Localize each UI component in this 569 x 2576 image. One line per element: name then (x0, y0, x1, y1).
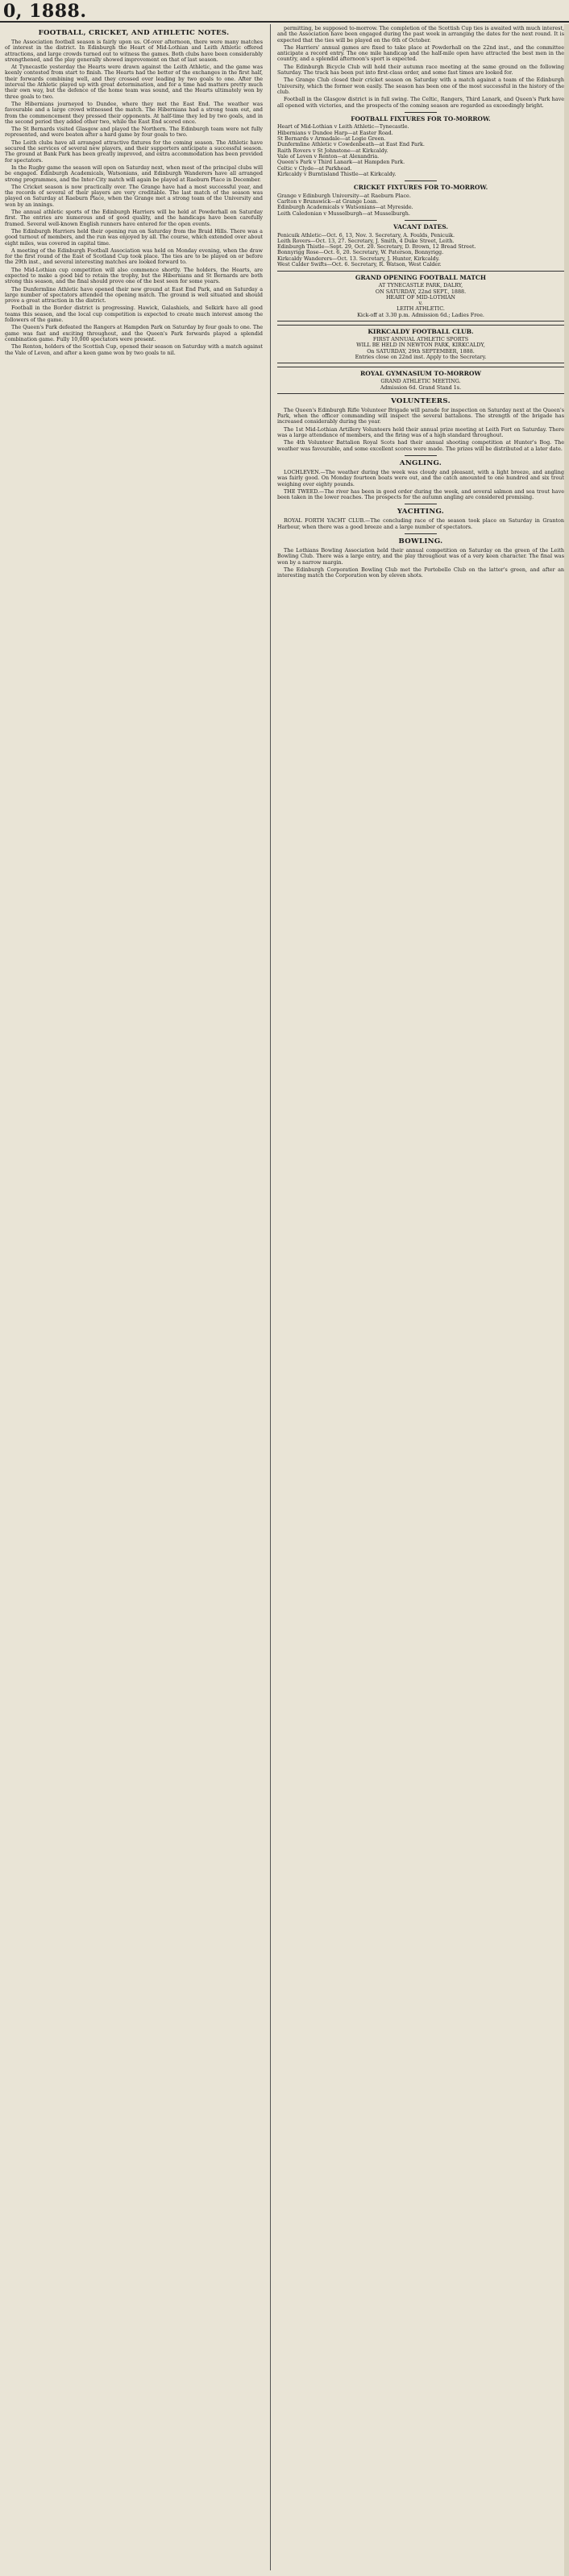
article-paragraph: The Edinburgh Corporation Bowling Club met the Portobello Club on the latter's green, and after an interesting match the Corporation won by eleven shots. (277, 566, 564, 579)
article-paragraph: permitting, be supposed to-morrow. The completion of the Scottish Cup ties is awaited with much interest, and the Association have been engaged during the past week in arranging the dates for the next round. It is expected that the ties will be played on the 6th of October. (277, 26, 564, 44)
section-rule (405, 533, 437, 534)
article-paragraph: The Harriers' annual games are fixed to take place at Powderhall on the 22nd inst., and the committee anticipate a record entry. The one mile handicap and the half-mile open have attracted the best men in the country, and a splendid afternoon's sport is expected. (277, 44, 564, 63)
fixture-line: Leith Caledonian v Musselburgh—at Musselburgh. (277, 209, 410, 217)
article-paragraph: The Mid-Lothian cup competition will also commence shortly. The holders, the Hearts, are expected to make a good bid to retain the trophy, but the Hibernians and St Bernards are both strong this season, and the final should prove one of the best seen for some years. (5, 266, 263, 285)
masthead-date: 0, 1888. (3, 1, 87, 22)
advertisement-football-match (277, 271, 564, 321)
fixture-line: Queen's Park v Third Lanark—at Hampden Park. (277, 159, 405, 166)
sports-notes-body (5, 39, 263, 356)
fixture-line: Dunfermline Athletic v Cowdenbeath—at East End Park. (277, 141, 425, 148)
fixture-line: St Bernards v Armadale—at Logie Green. (277, 135, 386, 143)
article-paragraph: ROYAL FORTH YACHT CLUB.—The concluding race of the season took place on Saturday in Granton Harbour, when there was a good breeze and a large number of spectators. (277, 517, 564, 530)
fixture-line: Edinburgh Academicals v Watsonians—at Myreside. (277, 204, 413, 211)
yachting-heading: YACHTING. (397, 508, 445, 516)
ad-line: GRAND ATHLETIC MEETING. (380, 378, 461, 385)
article-paragraph: The Queen's Edinburgh Rifle Volunteer Brigade will parade for inspection on Saturday next at the Queen's Park, when the officer commanding will inspect the several battalions. The strength of the brigade has increased considerably during the year. (277, 406, 564, 425)
ad-line: ON SATURDAY, 22nd SEPT., 1888. (375, 288, 467, 295)
article-paragraph: The Cricket season is now practically over. The Grange have had a most successful year, and the records of several of their players are very creditable. The last match of the season was played on Saturday at Raeburn Place, when the Grange met a strong team of the University and won by an innings. (5, 183, 263, 208)
article-paragraph: At Tynecastle yesterday the Hearts were drawn against the Leith Athletic, and the game was keenly contested from start to finish. The Hearts had the better of the exchanges in the first half, their forwards combining well, and they crossed over leading by two goals to one. After the interval the Athletic played up with great determination, and for a time had matters pretty much their own way, but the defence of the home team was sound, and the Hearts ultimately won by three goals to two. (5, 64, 263, 100)
vacant-date-line: Edinburgh Thistle—Sept. 29, Oct. 20. Secretary, D. Brown, 12 Bread Street. (277, 243, 476, 251)
article-paragraph: A meeting of the Edinburgh Football Association was held on Monday evening, when the draw for the first round of the East of Scotland Cup took place. The ties are to be played on or before the 29th inst., and several interesting matches are looked forward to. (5, 247, 263, 266)
article-paragraph: The Queen's Park defeated the Rangers at Hampden Park on Saturday by four goals to one. The game was fast and exciting throughout, and the Queen's Park forwards played a splendid combination game. Fully 10,000 spectators were present. (5, 324, 263, 342)
article-paragraph: Football in the Glasgow district is in full swing. The Celtic, Rangers, Third Lanark, and Queen's Park have all opened with victories, and the prospects of the coming season are regarded as exceedingly bright. (277, 96, 564, 109)
fixture-line: Hibernians v Dundee Harp—at Easter Road. (277, 129, 393, 136)
angling-heading: ANGLING. (399, 458, 442, 467)
football-fixtures-heading: FOOTBALL FIXTURES FOR TO-MORROW. (351, 114, 491, 122)
fixture-line: Raith Rovers v St Johnstone—at Kirkcaldy. (277, 147, 388, 154)
ad-line: v. (418, 300, 423, 307)
vacant-date-line: Kirkcaldy Wanderers—Oct. 13. Secretary, J. Hunter, Kirkcaldy. (277, 255, 440, 262)
volunteers-heading: VOLUNTEERS. (391, 396, 451, 405)
article-paragraph: The Grange Club closed their cricket season on Saturday with a match against a team of the Edinburgh University, which the former won easily. The season has been one of the most successful in the history of the club. (277, 77, 564, 95)
article-paragraph: THE TWEED.—The river has been in good order during the week, and several salmon and sea trout have been taken in the lower reaches. The prospects for the autumn angling are considered promising. (277, 487, 564, 501)
article-paragraph: The Edinburgh Bicycle Club will hold their autumn race meeting at the same ground on the following Saturday. The track has been put into first-class order, and some fast times are looked for. (277, 63, 564, 77)
fixture-line: Carlton v Brunswick—at Grange Loan. (277, 198, 379, 205)
ad-line: Entries close on 22nd inst. Apply to the Secretary. (355, 353, 487, 360)
ad-line: FIRST ANNUAL ATHLETIC SPORTS (372, 336, 469, 343)
article-paragraph: The Leith clubs have all arranged attractive fixtures for the coming season. The Athletic have secured the services of several new players, and their supporters anticipate a successful season. The ground at Bank Park has been greatly improved, and extra accommodation has been provided for spectators. (5, 139, 263, 164)
fixture-line: Grange v Edinburgh University—at Raeburn Place. (277, 192, 411, 199)
section-rule (405, 455, 437, 456)
article-paragraph: The annual athletic sports of the Edinburgh Harriers will be held at Powderhall on Saturday first. The entries are numerous and of good quality, and the handicaps have been carefully framed. Several well-known English runners have entered for the open events. (5, 209, 263, 227)
vacant-date-line: West Calder Swifts—Oct. 6. Secretary, R. Watson, West Calder. (277, 260, 442, 268)
page-edge (564, 24, 569, 2576)
article-paragraph: The Renton, holders of the Scottish Cup, opened their season on Saturday with a match against the Vale of Leven, and after a keen game won by two goals to nil. (5, 343, 263, 356)
ad-line: Kick-off at 3.30 p.m. Admission 6d.; Ladies Free. (357, 311, 484, 318)
bowling-heading: BOWLING. (398, 537, 443, 545)
ad-line: Admission 6d. Grand Stand 1s. (380, 384, 462, 391)
advertisement-club-sports (277, 325, 564, 363)
vacant-date-line: Bonnyrigg Rose—Oct. 6, 20. Secretary, W. Paterson, Bonnyrigg. (277, 249, 444, 256)
right-column (277, 26, 564, 2568)
ad-line: HEART OF MID-LOTHIAN (385, 293, 456, 301)
ad-title: GRAND OPENING FOOTBALL MATCH (355, 274, 487, 282)
ad-title: ROYAL GYMNASIUM TO-MORROW (359, 370, 482, 378)
fixture-line: Heart of Mid-Lothian v Leith Athletic—Tynecastle. (277, 123, 409, 131)
article-paragraph: The Edinburgh Harriers held their opening run on Saturday from the Braid Hills. There was a good turnout of members, and the run was enjoyed by all. The course, which extended over about eight miles, was covered in capital time. (5, 227, 263, 247)
ad-line: LEITH ATHLETIC. (397, 305, 445, 313)
ad-title: KIRKCALDY FOOTBALL CLUB. (368, 328, 474, 336)
column-divider (270, 24, 271, 2570)
left-column (5, 26, 263, 2568)
ad-line: WILL BE HELD IN NEWTON PARK, KIRKCALDY, (356, 342, 485, 349)
sports-notes-heading: FOOTBALL, CRICKET, AND ATHLETIC NOTES. (38, 29, 230, 37)
article-paragraph: Football in the Border district is progressing. Hawick, Galashiels, and Selkirk have all good teams this season, and the local cup competition is expected to create much interest among the followers of the game. (5, 305, 263, 324)
section-rule (405, 220, 437, 221)
fixture-line: Kirkcaldy v Burntisland Thistle—at Kirkcaldy. (277, 170, 397, 177)
section-rule (405, 112, 437, 113)
article-paragraph: The St Bernards visited Glasgow and played the Northern. The Edinburgh team were not fully represented, and were beaten after a hard game by four goals to two. (5, 126, 263, 139)
ad-line: On SATURDAY, 29th SEPTEMBER, 1888. (367, 347, 475, 355)
vacant-date-line: Leith Rovers—Oct. 13, 27. Secretary, J. Smith, 4 Duke Street, Leith. (277, 237, 455, 244)
fixture-line: Vale of Leven v Renton—at Alexandria. (277, 152, 380, 160)
article-paragraph: The Lothians Bowling Association held their annual competition on Saturday on the green of the Leith Bowling Club. There was a large entry, and the play throughout was of a very keen character. The final was won by a narrow margin. (277, 547, 564, 566)
fixture-line: Celtic v Clyde—at Parkhead. (277, 164, 352, 172)
article-paragraph: The Hibernians journeyed to Dundee, where they met the East End. The weather was favourable and a large crowd witnessed the match. The Hibernians had a strong team out, and from the commencement they pressed their opponents. At half-time they led by two goals, and in the second period they added other two, while the East End scored once. (5, 100, 263, 125)
vacant-date-line: Penicuik Athletic—Oct. 6, 13, Nov. 3. Secretary, A. Foulds, Penicuik. (277, 231, 455, 239)
vacant-dates-heading: VACANT DATES. (393, 222, 448, 230)
article-paragraph: The 1st Mid-Lothian Artillery Volunteers held their annual prize meeting at Leith Fort on Saturday. There was a large attendance of members, and the firing was of a high standard throughout. (277, 425, 564, 439)
masthead (0, 0, 569, 23)
article-paragraph: The Dunfermline Athletic have opened their new ground at East End Park, and on Saturday a large number of spectators attended the opening match. The ground is well situated and should prove a great attraction in the district. (5, 285, 263, 305)
article-paragraph: In the Rugby game the season will open on Saturday next, when most of the principal clubs will be engaged. Edinburgh Academicals, Watsonians, and Edinburgh Wanderers have all arranged strong programmes, and the Inter-City match will again be played at Raeburn Place in December. (5, 164, 263, 183)
article-paragraph: The 4th Volunteer Battalion Royal Scots had their annual shooting competition at Hunter's Bog. The weather was favourable, and some excellent scores were made. The prizes will be distributed at a later date. (277, 439, 564, 452)
section-rule (405, 180, 437, 181)
article-paragraph: The Association football season is fairly upon us. Of-over afternoon, there were many matches of interest in the district. In Edinburgh the Heart of Mid-Lothian and Leith Athletic offered attractions, and large crowds turned out to witness the games. Both clubs have been considerably strengthened, and the play generally showed improvement on that of last season. (5, 39, 263, 63)
advertisement-gymnasium (277, 367, 564, 394)
cricket-fixtures-heading: CRICKET FIXTURES FOR TO-MORROW. (353, 184, 488, 192)
ad-line: AT TYNECASTLE PARK, DALRY, (378, 282, 463, 289)
article-paragraph: LOCHLEVEN.—The weather during the week was cloudy and pleasant, with a light breeze, and angling was fairly good. On Monday fourteen boats were out, and the catch amounted to one hundred and six trout weighing over eighty pounds. (277, 468, 564, 487)
